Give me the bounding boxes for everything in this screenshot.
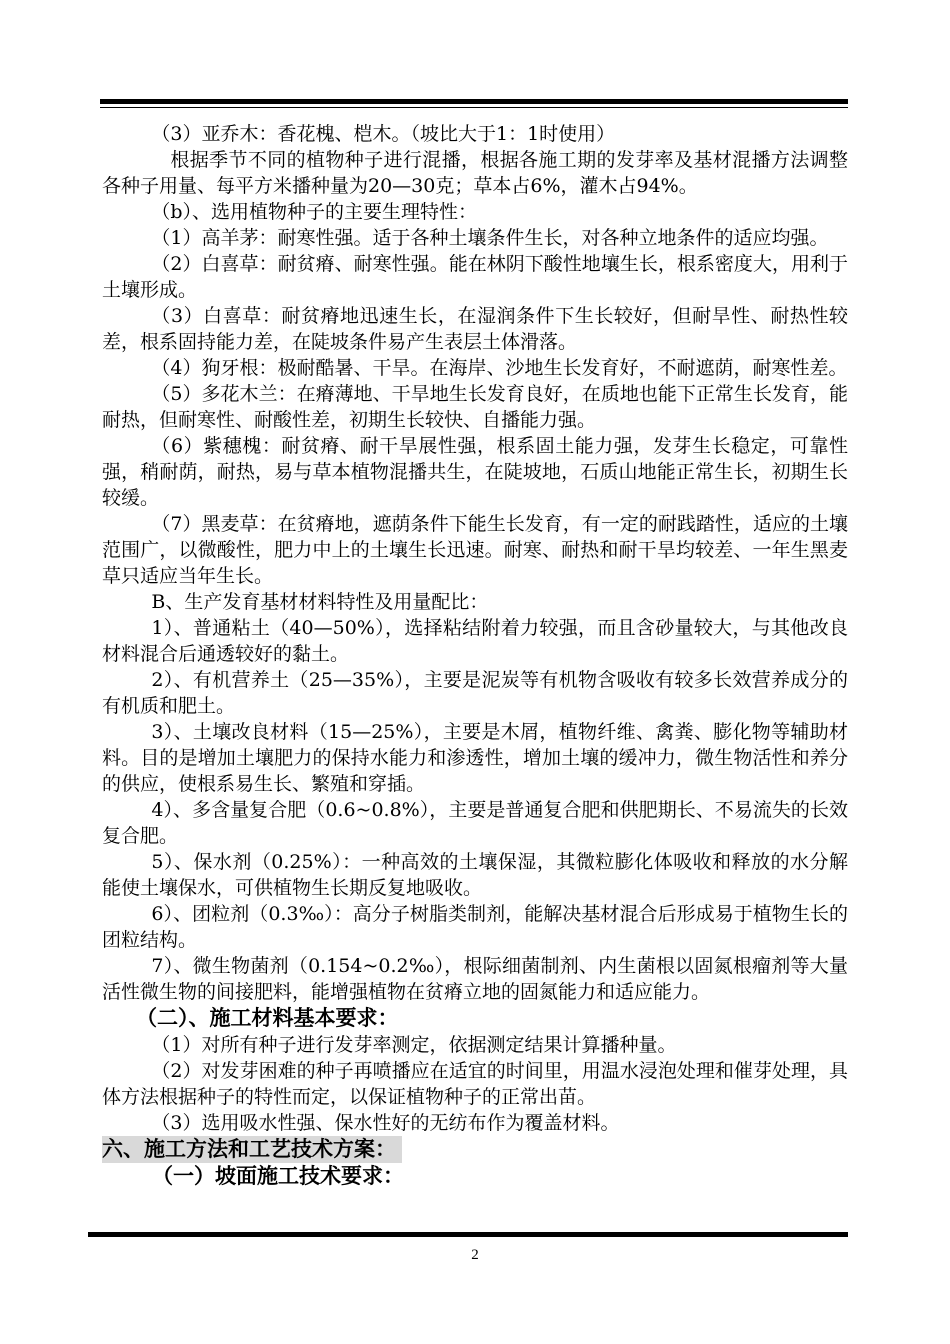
paragraph: （1）对所有种子进行发芽率测定，依据测定结果计算播种量。 (151, 1034, 677, 1056)
paragraph: B、生产发育基材材料特性及用量配比： (151, 591, 489, 613)
paragraph: 根据季节不同的植物种子进行混播，根据各施工期的发芽率及基材混播方法调整各种子用量、每平方米播种量为20—30克；草本占6%，灌木占94%。 (102, 149, 848, 197)
paragraph: （6）紫穗槐：耐贫瘠、耐干旱展性强，根系固土能力强，发芽生长稳定，可靠性强，稍耐荫，耐热，易与草本植物混播共生，在陡坡地，石质山地能正常生长，初期生长较缓。 (102, 435, 848, 509)
heading-materials: （二）、施工材料基本要求： (136, 1006, 399, 1030)
footer-rule (88, 1232, 848, 1237)
header-rule-thick (100, 99, 848, 104)
paragraph: （2）白喜草：耐贫瘠、耐寒性强。能在林阴下酸性地壤生长，根系密度大，用利于土壤形成。 (102, 253, 848, 301)
paragraph: 4）、多含量复合肥（0.6~0.8%），主要是普通复合肥和供肥期长、不易流失的长效复合肥。 (102, 799, 848, 847)
paragraph: （1）高羊茅：耐寒性强。适于各种土壤条件生长，对各种立地条件的适应均强。 (151, 227, 829, 249)
paragraph: 2）、有机营养土（25—35%），主要是泥炭等有机物含吸收有较多长效营养成分的有机质和肥土。 (102, 669, 848, 717)
header-rule-thin (100, 107, 848, 108)
paragraph: （4）狗牙根：极耐酷暑、干旱。在海岸、沙地生长发育好，不耐遮荫，耐寒性差。 (151, 357, 848, 379)
paragraph: （b）、选用植物种子的主要生理特性： (151, 201, 478, 223)
paragraph: （5）多花木兰：在瘠薄地、干旱地生长发育良好，在质地也能下正常生长发育，能耐热，但耐寒性、耐酸性差，初期生长较快、自播能力强。 (102, 383, 848, 431)
paragraph: （3）白喜草：耐贫瘠地迅速生长，在湿润条件下生长较好，但耐旱性、耐热性较差，根系固持能力差，在陡坡条件易产生表层土体滑落。 (102, 305, 848, 353)
paragraph: 3）、土壤改良材料（15—25%），主要是木屑，植物纤维、禽粪、膨化物等辅助材料。目的是增加土壤肥力的保持水能力和渗透性，增加土壤的缓冲力，微生物活性和养分的供应，使根系易生长、繁殖和穿插。 (102, 721, 848, 795)
paragraph: （3）亚乔木：香花槐、桤木。（坡比大于1：1时使用） (151, 123, 616, 145)
page-number: 2 (471, 1247, 479, 1263)
paragraph: 7）、微生物菌剂（0.154~0.2‰），根际细菌制剂、内生菌根以固氮根瘤剂等大量活性微生物的间接肥料，能增强植物在贫瘠立地的固氮能力和适应能力。 (102, 955, 848, 1003)
heading-slope: （一）坡面施工技术要求： (152, 1164, 404, 1188)
document-body (102, 121, 848, 1190)
paragraph: （3）选用吸水性强、保水性好的无纺布作为覆盖材料。 (151, 1112, 620, 1134)
paragraph: （2）对发芽困难的种子再喷播应在适宜的时间里，用温水浸泡处理和催芽处理，具体方法根据种子的特性而定，以保证植物种子的正常出苗。 (102, 1060, 848, 1108)
heading-section-6: 六、施工方法和工艺技术方案： (102, 1136, 402, 1163)
paragraph: 1）、普通粘土（40—50%），选择粘结附着力较强，而且含砂量较大，与其他改良材料混合后通透较好的黏土。 (102, 617, 848, 665)
paragraph: （7）黑麦草：在贫瘠地，遮荫条件下能生长发育，有一定的耐践踏性，适应的土壤范围广，以微酸性，肥力中上的土壤生长迅速。耐寒、耐热和耐干旱均较差、一年生黑麦草只适应当年生长。 (102, 513, 848, 587)
paragraph: 5）、保水剂（0.25%）：一种高效的土壤保湿，其微粒膨化体吸收和释放的水分解能使土壤保水，可供植物生长期反复地吸收。 (102, 851, 848, 899)
paragraph: 6）、团粒剂（0.3‰）：高分子树脂类制剂，能解决基材混合后形成易于植物生长的团粒结构。 (102, 903, 848, 951)
